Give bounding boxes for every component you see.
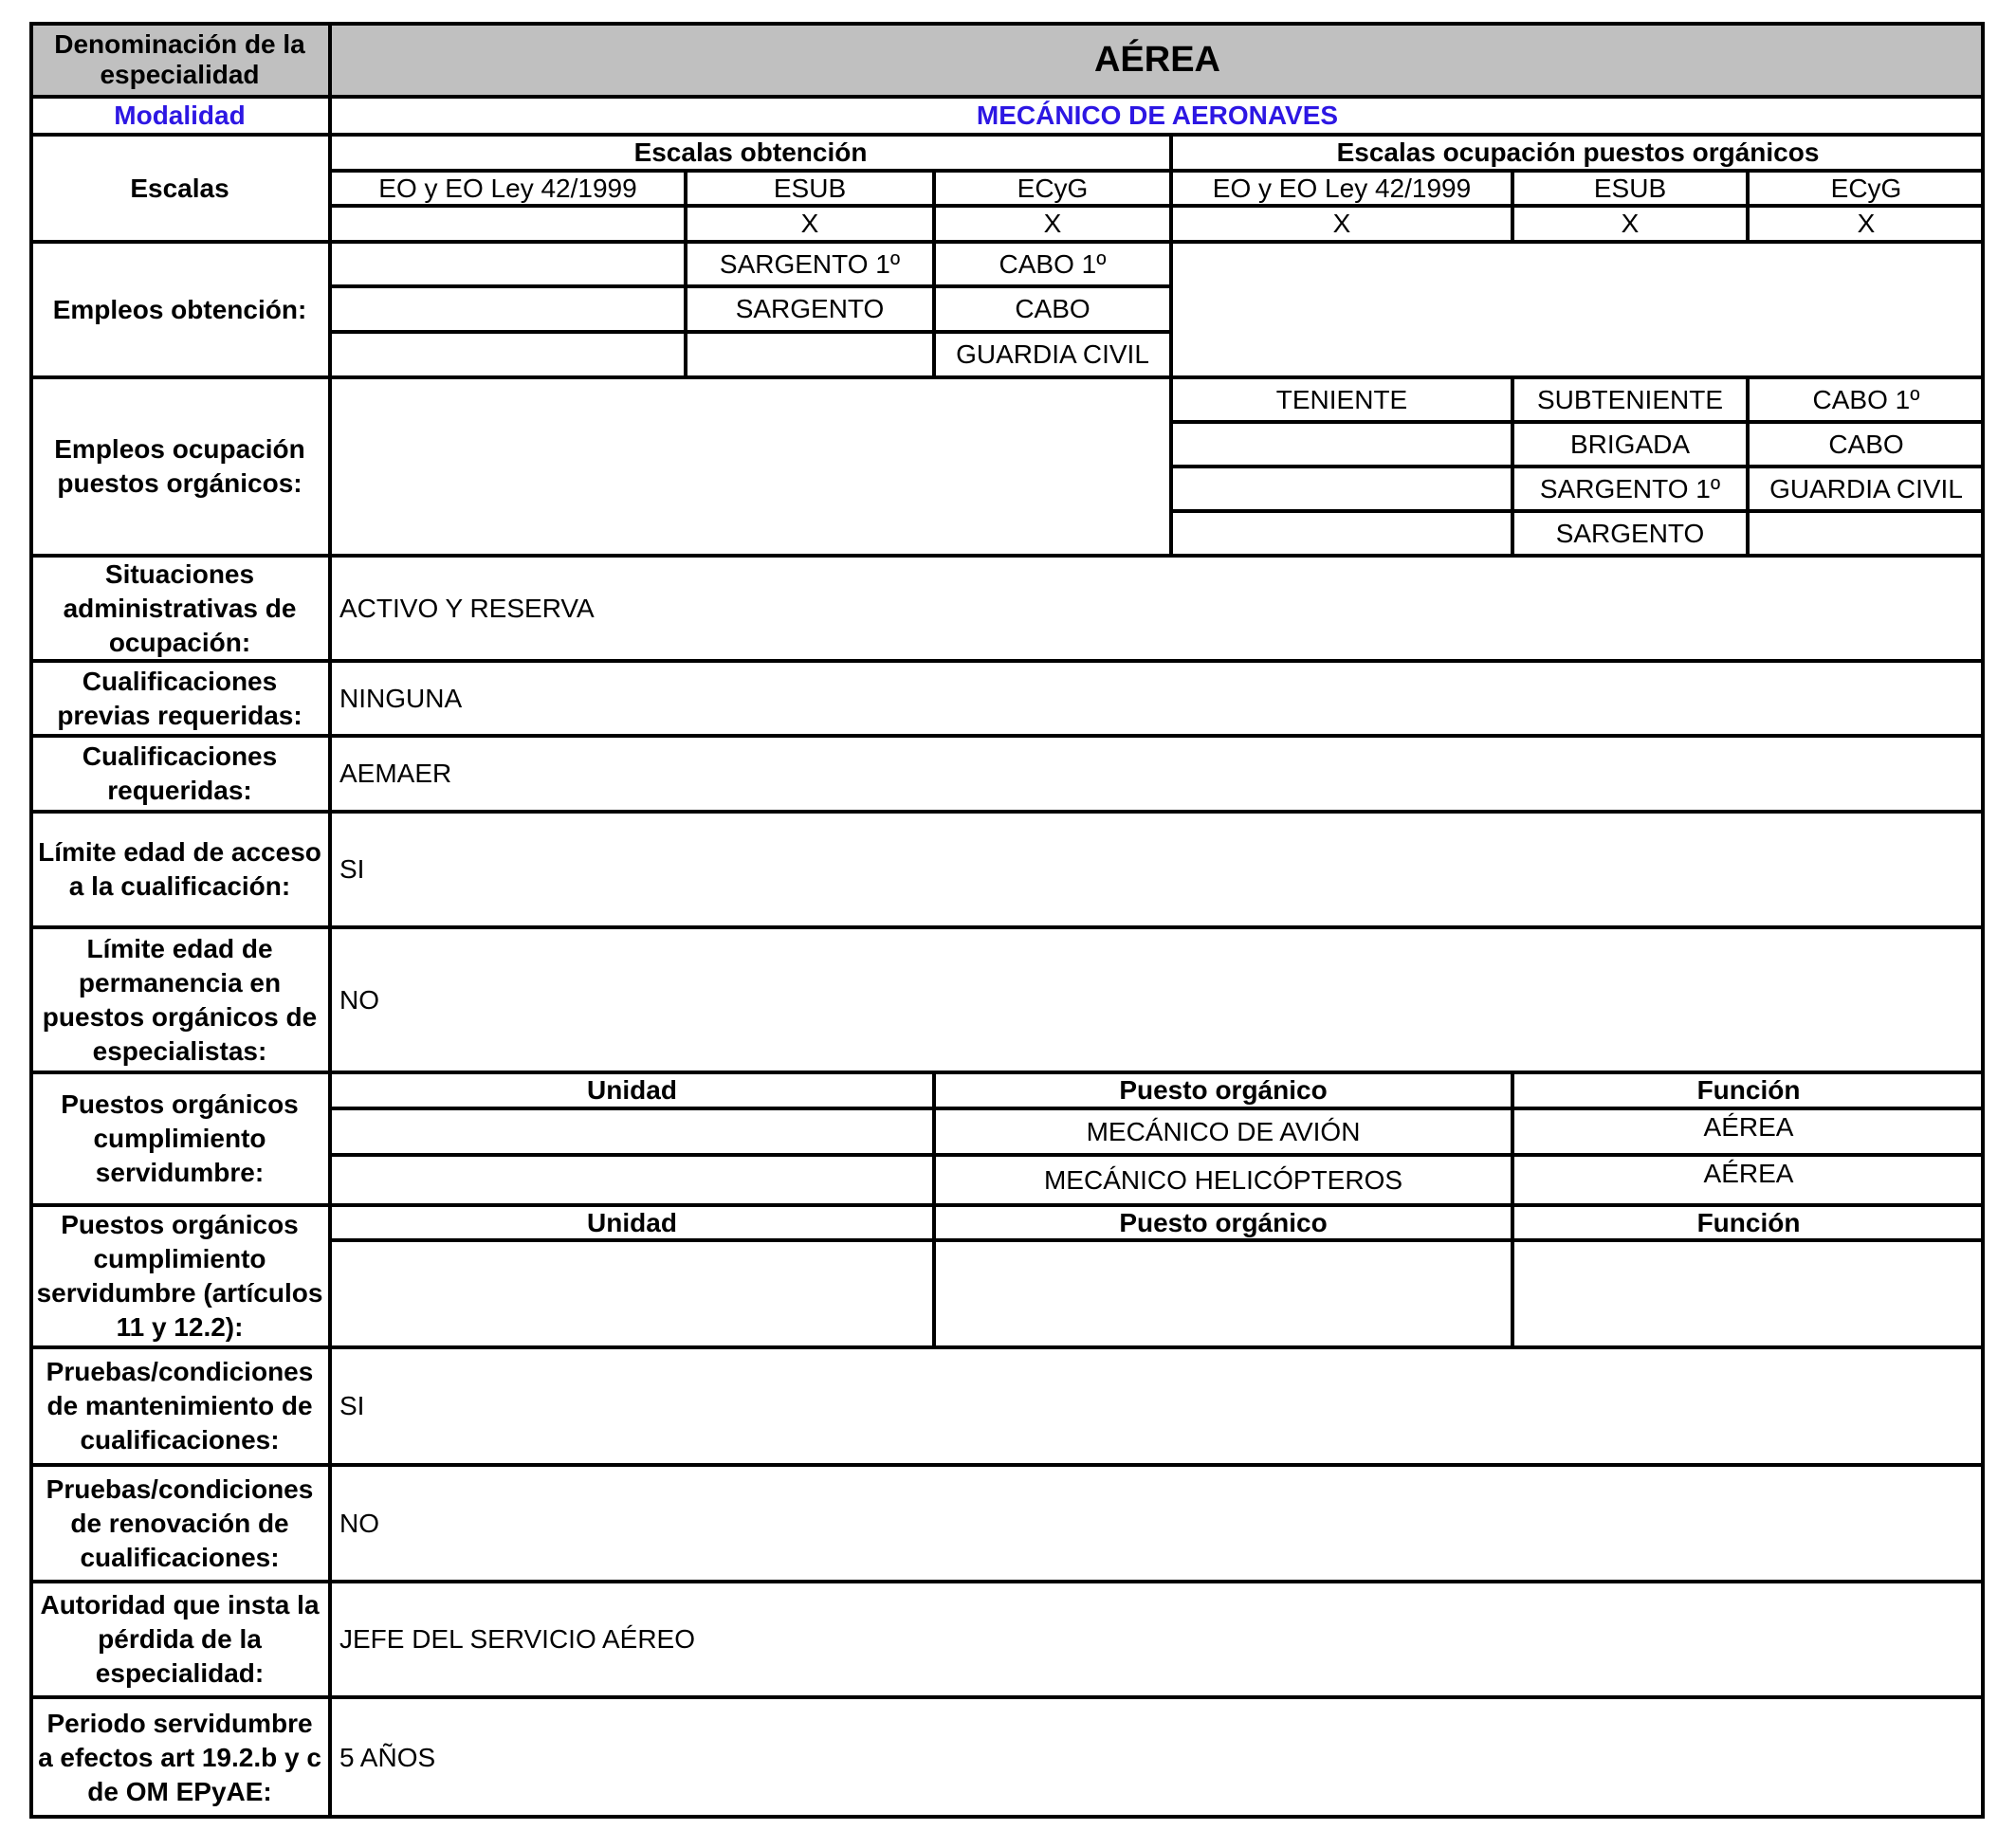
escala-col-esub-ocu: ESUB	[1512, 171, 1748, 206]
group-column-separator	[1169, 135, 1173, 377]
puestos-serv-row1-puesto: MECÁNICO DE AVIÓN	[934, 1108, 1512, 1155]
empleo-ocu-obtencion-empty	[330, 377, 1171, 556]
puestos-serv-row1-funcion: AÉREA	[1512, 1108, 1985, 1155]
specialty-title: AÉREA	[330, 22, 1985, 97]
puestos-serv-row2-puesto: MECÁNICO HELICÓPTEROS	[934, 1155, 1512, 1205]
empleo-obt-eo-1	[330, 242, 686, 286]
empleo-ocu-eo-2	[1171, 422, 1512, 467]
puestos-servidumbre-label: Puestos orgánicos cumplimiento servidumbre:	[29, 1072, 330, 1205]
limite-permanencia-value: NO	[330, 927, 1985, 1072]
row-separator	[29, 1463, 1985, 1467]
empleo-ocu-eo-4	[1171, 511, 1512, 556]
escala-mark-eo-ocu: X	[1171, 206, 1512, 242]
puestos-serv-header-puesto: Puesto orgánico	[934, 1072, 1512, 1108]
puestos-art-row1-funcion	[1512, 1240, 1985, 1347]
row-separator	[29, 810, 1985, 814]
puestos-serv-row2-funcion: AÉREA	[1512, 1155, 1985, 1205]
empleo-ocu-eo-1: TENIENTE	[1171, 377, 1512, 422]
puestos-art-header-funcion: Función	[1512, 1205, 1985, 1240]
escalas-ocupacion-header: Escalas ocupación puestos orgánicos	[1171, 135, 1985, 171]
row-separator	[29, 659, 1985, 663]
pruebas-renovacion-value: NO	[330, 1465, 1985, 1582]
empleo-ocu-esub-3: SARGENTO 1º	[1512, 467, 1748, 511]
escalas-label: Escalas	[29, 135, 330, 242]
empleo-obt-esub-3	[686, 332, 934, 377]
escala-mark-esub-obt: X	[686, 206, 934, 242]
row-separator	[29, 1203, 1985, 1207]
row-separator	[29, 1580, 1985, 1583]
row-separator	[29, 734, 1985, 738]
puestos-art-row1-unidad	[330, 1240, 934, 1347]
row-separator	[29, 133, 1985, 137]
row-separator	[29, 1695, 1985, 1699]
modalidad-value: MECÁNICO DE AERONAVES	[330, 97, 1985, 135]
situaciones-value: ACTIVO Y RESERVA	[330, 556, 1985, 661]
empleos-obtencion-label: Empleos obtención:	[29, 242, 330, 377]
cualif-requeridas-value: AEMAER	[330, 736, 1985, 812]
situaciones-label: Situaciones administrativas de ocupación:	[29, 556, 330, 661]
periodo-label: Periodo servidumbre a efectos art 19.2.b y c de OM EPyAE:	[29, 1697, 330, 1819]
puestos-serv-header-funcion: Función	[1512, 1072, 1985, 1108]
puestos-art-row1-puesto	[934, 1240, 1512, 1347]
cualif-requeridas-label: Cualificaciones requeridas:	[29, 736, 330, 812]
row-separator	[29, 375, 1985, 379]
empleo-ocu-eo-3	[1171, 467, 1512, 511]
escala-col-ecyg-ocu: ECyG	[1748, 171, 1985, 206]
escala-mark-esub-ocu: X	[1512, 206, 1748, 242]
autoridad-value: JEFE DEL SERVICIO AÉREO	[330, 1582, 1985, 1697]
specialty-sheet	[29, 22, 1985, 1819]
pruebas-renovacion-label: Pruebas/condiciones de renovación de cualificaciones:	[29, 1465, 330, 1582]
limite-permanencia-label: Límite edad de permanencia en puestos orgánicos de especialistas:	[29, 927, 330, 1072]
autoridad-label: Autoridad que insta la pérdida de la especialidad:	[29, 1582, 330, 1697]
puestos-serv-header-unidad: Unidad	[330, 1072, 934, 1108]
puestos-art-header-puesto: Puesto orgánico	[934, 1205, 1512, 1240]
empleo-ocu-ecyg-1: CABO 1º	[1748, 377, 1985, 422]
cualif-previas-label: Cualificaciones previas requeridas:	[29, 661, 330, 736]
row-separator	[29, 95, 1985, 99]
empleo-obt-eo-3	[330, 332, 686, 377]
empleo-ocu-esub-2: BRIGADA	[1512, 422, 1748, 467]
escala-col-eo-obt: EO y EO Ley 42/1999	[330, 171, 686, 206]
empleo-obt-ocupacion-empty	[1171, 242, 1985, 377]
puestos-serv-row1-unidad	[330, 1108, 934, 1155]
modalidad-label: Modalidad	[29, 97, 330, 135]
denominacion-label: Denominación de la especialidad	[29, 22, 330, 97]
empleo-obt-eo-2	[330, 286, 686, 332]
escala-mark-ecyg-ocu: X	[1748, 206, 1985, 242]
puestos-serv-row2-unidad	[330, 1155, 934, 1205]
cualif-previas-value: NINGUNA	[330, 661, 1985, 736]
pruebas-mantenimiento-label: Pruebas/condiciones de mantenimiento de cualificaciones:	[29, 1347, 330, 1465]
escalas-obtencion-header: Escalas obtención	[330, 135, 1171, 171]
empleos-ocupacion-label: Empleos ocupación puestos orgánicos:	[29, 377, 330, 556]
pruebas-mantenimiento-value: SI	[330, 1347, 1985, 1465]
empleo-obt-ecyg-2: CABO	[934, 286, 1171, 332]
empleo-obt-esub-1: SARGENTO 1º	[686, 242, 934, 286]
escala-col-esub-obt: ESUB	[686, 171, 934, 206]
escala-mark-eo-obt	[330, 206, 686, 242]
escala-col-eo-ocu: EO y EO Ley 42/1999	[1171, 171, 1512, 206]
row-separator	[29, 1071, 1985, 1074]
empleo-obt-ecyg-3: GUARDIA CIVIL	[934, 332, 1171, 377]
empleo-ocu-ecyg-4	[1748, 511, 1985, 556]
empleo-ocu-esub-1: SUBTENIENTE	[1512, 377, 1748, 422]
row-separator	[29, 240, 1985, 244]
empleo-obt-ecyg-1: CABO 1º	[934, 242, 1171, 286]
empleo-obt-esub-2: SARGENTO	[686, 286, 934, 332]
empleo-ocu-esub-4: SARGENTO	[1512, 511, 1748, 556]
empleo-ocu-ecyg-3: GUARDIA CIVIL	[1748, 467, 1985, 511]
limite-acceso-value: SI	[330, 812, 1985, 927]
escala-col-ecyg-obt: ECyG	[934, 171, 1171, 206]
escala-mark-ecyg-obt: X	[934, 206, 1171, 242]
row-separator	[29, 1345, 1985, 1349]
row-separator	[29, 925, 1985, 929]
empleo-ocu-ecyg-2: CABO	[1748, 422, 1985, 467]
label-column-separator	[328, 22, 332, 1819]
periodo-value: 5 AÑOS	[330, 1697, 1985, 1819]
puestos-art-header-unidad: Unidad	[330, 1205, 934, 1240]
limite-acceso-label: Límite edad de acceso a la cualificación:	[29, 812, 330, 927]
puestos-servidumbre-art-label: Puestos orgánicos cumplimiento servidumbre (artículos 11 y 12.2):	[29, 1205, 330, 1347]
row-separator	[29, 554, 1985, 558]
